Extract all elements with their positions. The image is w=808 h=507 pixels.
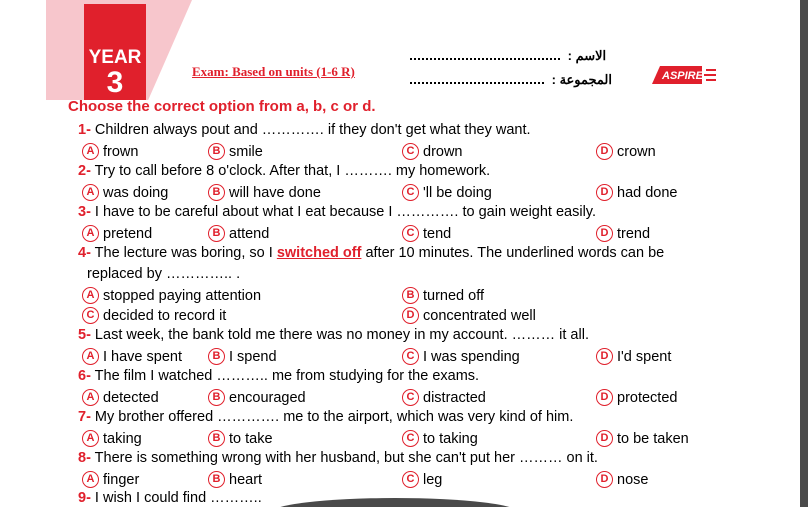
option-c[interactable]: [402, 225, 451, 242]
exam-title: Exam: Based on units (1-6 R): [192, 64, 355, 79]
option-label: I was spending: [423, 348, 520, 365]
option-letter-circle[interactable]: C: [402, 143, 419, 160]
option-a[interactable]: [82, 287, 261, 304]
question-text: I have to be careful about what I eat because I …………. to gain weight easily.: [90, 204, 596, 220]
year-number: 3: [106, 66, 124, 99]
option-label: protected: [617, 389, 678, 406]
question-number: 4-: [78, 245, 91, 261]
underlined-phrase: switched off: [276, 245, 362, 261]
option-b[interactable]: [402, 287, 484, 304]
option-letter-circle[interactable]: D: [596, 471, 613, 488]
option-letter-circle[interactable]: D: [596, 184, 613, 201]
option-letter-circle[interactable]: D: [596, 225, 613, 242]
option-b[interactable]: [208, 143, 263, 160]
question-text: I wish I could find ………..: [90, 490, 262, 506]
option-letter-circle[interactable]: C: [402, 348, 419, 365]
option-c[interactable]: [82, 307, 226, 324]
option-label: to take: [229, 430, 273, 447]
option-label: crown: [617, 143, 656, 160]
option-letter-circle[interactable]: D: [596, 348, 613, 365]
option-letter-circle[interactable]: B: [208, 430, 225, 447]
option-label: detected: [103, 389, 159, 406]
question-9: [78, 490, 262, 506]
option-c[interactable]: [402, 389, 486, 406]
question-8: [78, 450, 598, 466]
option-label: attend: [229, 225, 270, 242]
option-letter-circle[interactable]: D: [596, 389, 613, 406]
question-4: [78, 245, 664, 261]
name-label: الاسم :: [567, 48, 607, 63]
option-letter-circle[interactable]: A: [82, 184, 99, 201]
option-a[interactable]: [82, 430, 142, 447]
option-letter-circle[interactable]: D: [402, 307, 419, 324]
option-b[interactable]: [208, 471, 262, 488]
option-letter-circle[interactable]: C: [82, 307, 99, 324]
logo-text: ASPIRE: [662, 70, 703, 82]
option-label: to taking: [423, 430, 478, 447]
option-c[interactable]: [402, 143, 463, 160]
option-letter-circle[interactable]: C: [402, 225, 419, 242]
year-word: YEAR: [88, 47, 142, 68]
option-letter-circle[interactable]: A: [82, 471, 99, 488]
name-field: [410, 48, 606, 64]
option-b[interactable]: [208, 348, 277, 365]
option-letter-circle[interactable]: D: [596, 143, 613, 160]
option-letter-circle[interactable]: B: [402, 287, 419, 304]
option-d[interactable]: [596, 471, 648, 488]
option-letter-circle[interactable]: D: [596, 430, 613, 447]
option-letter-circle[interactable]: B: [208, 184, 225, 201]
option-letter-circle[interactable]: C: [402, 389, 419, 406]
option-a[interactable]: [82, 471, 139, 488]
question-text: Children always pout and …………. if they don't get what they want.: [90, 122, 531, 138]
group-label: المجموعة :: [551, 72, 613, 87]
question-text: The lecture was boring, so I: [90, 245, 277, 261]
option-label: leg: [423, 471, 443, 488]
option-letter-circle[interactable]: A: [82, 430, 99, 447]
option-a[interactable]: [82, 348, 182, 365]
option-a[interactable]: [82, 184, 168, 201]
question-text: Last week, the bank told me there was no money in my account. ……… it all.: [90, 327, 589, 343]
question-text: The film I watched ……….. me from studying for the exams.: [90, 368, 480, 384]
option-b[interactable]: [208, 184, 321, 201]
question-number: 5-: [78, 327, 91, 343]
option-d[interactable]: [596, 184, 677, 201]
option-letter-circle[interactable]: A: [82, 389, 99, 406]
option-label: 'll be doing: [423, 184, 492, 201]
option-d[interactable]: [596, 348, 671, 365]
option-label: nose: [617, 471, 649, 488]
question-text: Try to call before 8 o'clock. After that, I ………. my homework.: [90, 163, 491, 179]
option-c[interactable]: [402, 471, 442, 488]
option-label: to be taken: [617, 430, 689, 447]
question-number: 6-: [78, 368, 91, 384]
option-label: I spend: [229, 348, 277, 365]
option-a[interactable]: [82, 143, 138, 160]
question-4-continuation: replaced by ………….. .: [87, 266, 241, 282]
option-label: had done: [617, 184, 678, 201]
question-1: [78, 122, 531, 138]
option-letter-circle[interactable]: A: [82, 348, 99, 365]
option-d[interactable]: [596, 225, 650, 242]
option-b[interactable]: [208, 225, 269, 242]
frame-right: [800, 0, 808, 507]
option-label: drown: [423, 143, 463, 160]
question-3: [78, 204, 596, 220]
aspire-logo: [650, 64, 718, 86]
option-label: stopped paying attention: [103, 287, 262, 304]
option-label: frown: [103, 143, 139, 160]
year-badge: [84, 4, 146, 100]
question-text: There is something wrong with her husband, but she can't put her ……… on it.: [90, 450, 598, 466]
question-number: 2-: [78, 163, 91, 179]
option-letter-circle[interactable]: C: [402, 184, 419, 201]
option-label: tend: [423, 225, 452, 242]
question-number: 3-: [78, 204, 91, 220]
option-c[interactable]: [402, 184, 492, 201]
question-number: 1-: [78, 122, 91, 138]
instruction: Choose the correct option from a, b, c or d.: [68, 98, 376, 115]
option-a[interactable]: [82, 389, 159, 406]
option-label: heart: [229, 471, 263, 488]
question-number: 8-: [78, 450, 91, 466]
option-letter-circle[interactable]: A: [82, 225, 99, 242]
option-letter-circle[interactable]: B: [208, 389, 225, 406]
option-letter-circle[interactable]: A: [82, 143, 99, 160]
option-label: finger: [103, 471, 140, 488]
option-a[interactable]: [82, 225, 152, 242]
option-letter-circle[interactable]: B: [208, 143, 225, 160]
option-label: distracted: [423, 389, 486, 406]
option-label: I have spent: [103, 348, 182, 365]
question-6: [78, 368, 479, 384]
option-letter-circle[interactable]: B: [208, 348, 225, 365]
question-7: [78, 409, 573, 425]
option-letter-circle[interactable]: A: [82, 287, 99, 304]
option-d[interactable]: [596, 389, 677, 406]
question-5: [78, 327, 589, 343]
option-letter-circle[interactable]: C: [402, 471, 419, 488]
question-text-rest: after 10 minutes. The underlined words can be: [361, 245, 665, 261]
option-label: turned off: [423, 287, 485, 304]
option-b[interactable]: [208, 430, 273, 447]
question-text: My brother offered …………. me to the airport, which was very kind of him.: [90, 409, 574, 425]
option-label: pretend: [103, 225, 153, 242]
option-letter-circle[interactable]: C: [402, 430, 419, 447]
question-number: 7-: [78, 409, 91, 425]
option-d[interactable]: [596, 143, 656, 160]
option-label: trend: [617, 225, 651, 242]
group-field: [410, 72, 612, 88]
option-b[interactable]: [208, 389, 306, 406]
option-d[interactable]: [596, 430, 689, 447]
page-overlay: [270, 498, 520, 507]
option-label: decided to record it: [103, 307, 227, 324]
option-label: concentrated well: [423, 307, 536, 324]
option-label: encouraged: [229, 389, 306, 406]
option-letter-circle[interactable]: B: [208, 225, 225, 242]
option-label: smile: [229, 143, 263, 160]
option-label: taking: [103, 430, 142, 447]
option-d[interactable]: [402, 307, 536, 324]
option-label: will have done: [229, 184, 321, 201]
question-number: 9-: [78, 490, 91, 506]
question-2: [78, 163, 490, 179]
option-c[interactable]: [402, 430, 478, 447]
option-c[interactable]: [402, 348, 520, 365]
option-label: I'd spent: [617, 348, 672, 365]
option-letter-circle[interactable]: B: [208, 471, 225, 488]
option-label: was doing: [103, 184, 169, 201]
